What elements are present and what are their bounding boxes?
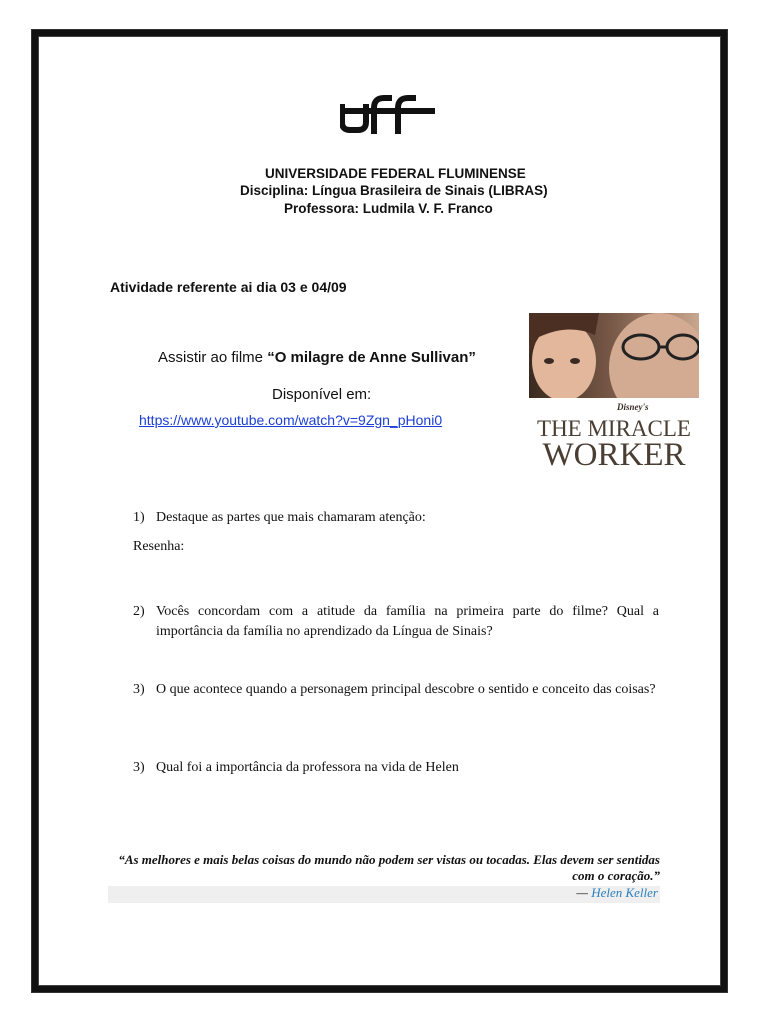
question-text: Destaque as partes que mais chamaram atenção: <box>156 510 426 525</box>
question-number: 3) <box>133 760 145 775</box>
youtube-link[interactable]: https://www.youtube.com/watch?v=9Zgn_pHoni0 <box>139 412 443 428</box>
question-number: 3) <box>133 682 145 697</box>
available-label: Disponível em: <box>272 386 372 403</box>
resenha-label: Resenha: <box>133 539 185 554</box>
question-text: O que acontece quando a personagem principal descobre o sentido e conceito das coisas? <box>156 682 656 697</box>
university-name: UNIVERSIDADE FEDERAL FLUMINENSE <box>265 166 526 181</box>
poster-title-line2: WORKER <box>542 437 686 470</box>
activity-title: Atividade referente ai dia 03 e 04/09 <box>110 279 347 295</box>
poster-brand: Disney's <box>617 402 649 412</box>
professor: Professora: Ludmila V. F. Franco <box>284 201 493 216</box>
poster-title-line1: THE MIRACLE <box>537 416 691 441</box>
question-4 <box>133 758 659 778</box>
poster-image <box>529 313 699 470</box>
question-number: 1) <box>133 510 145 525</box>
question-number: 2) <box>133 604 145 619</box>
helen-keller-quote: “As melhores e mais belas coisas do mundo não podem ser vistas ou tocadas. Elas devem ser sentidas com o coração.” <box>118 852 660 883</box>
question-text: Qual foi a importância da professora na vida de Helen <box>156 760 459 775</box>
uff-logo <box>340 94 435 136</box>
question-text: Vocês concordam com a atitude da família na primeira parte do filme? Qual a importância da família no aprendizado da Língua de Sinais? <box>156 604 659 639</box>
movie-poster <box>529 313 699 470</box>
watch-instruction <box>158 349 476 366</box>
quote-dash: — <box>576 885 592 900</box>
discipline: Disciplina: Língua Brasileira de Sinais (LIBRAS) <box>240 183 548 198</box>
author-name: Helen Keller <box>591 885 658 900</box>
question-3 <box>133 680 659 700</box>
question-2 <box>133 602 659 642</box>
quote-author <box>576 885 658 901</box>
movie-title: “O milagre de Anne Sullivan” <box>267 349 476 366</box>
question-1 <box>133 508 659 528</box>
watch-prefix: Assistir ao filme <box>158 349 268 366</box>
